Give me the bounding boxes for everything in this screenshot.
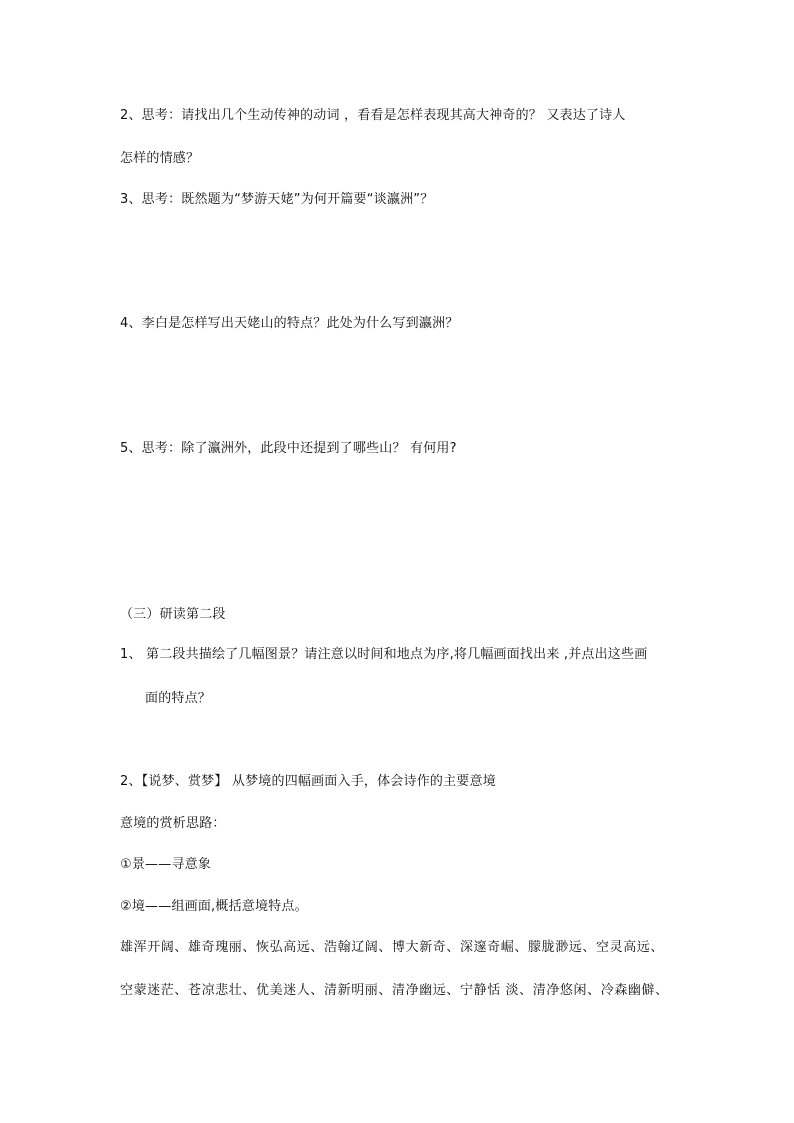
terms-line-2: 空蒙迷茫、苍凉悲壮、优美迷人、清新明丽、清净幽远、宁静恬 淡、清净悠闲、冷森幽僻、: [120, 983, 669, 998]
question-2-line-1: 2、思考：请找出几个生动传神的动词 ，看看是怎样表现其高大神奇的？ 又表达了诗人: [120, 108, 626, 123]
method-step-2: ②境——组画面,概括意境特点。: [120, 899, 308, 914]
terms-line-1: 雄浑开阔、雄奇瑰丽、恢弘高远、浩翰辽阔、博大新奇、深邃奇崛、朦胧渺远、空灵高远、: [120, 940, 665, 955]
method-step-1: ①景——寻意象: [120, 857, 212, 872]
question-5: 5、思考：除了瀛洲外，此段中还提到了哪些山？ 有何用?: [120, 441, 457, 456]
section-3-question-1-line-1: 1、 第二段共描绘了几幅图景？请注意以时间和地点为序,将几幅画面找出来 ,并点出这些画: [120, 647, 648, 662]
method-title: 意境的赏析思路：: [120, 816, 226, 831]
question-2-line-2: 怎样的情感？: [120, 151, 200, 166]
section-3-question-2: 2、【说梦、赏梦】 从梦境的四幅画面入手，体会诗作的主要意境: [120, 774, 496, 789]
question-4: 4、李白是怎样写出天姥山的特点？此处为什么写到瀛洲？: [120, 316, 459, 331]
section-3-heading: （三）研读第二段: [120, 607, 226, 622]
question-3: 3、思考：既然题为“梦游天姥”为何开篇要“谈瀛洲”？: [120, 192, 434, 207]
section-3-question-1-line-2: 面的特点？: [145, 691, 212, 706]
